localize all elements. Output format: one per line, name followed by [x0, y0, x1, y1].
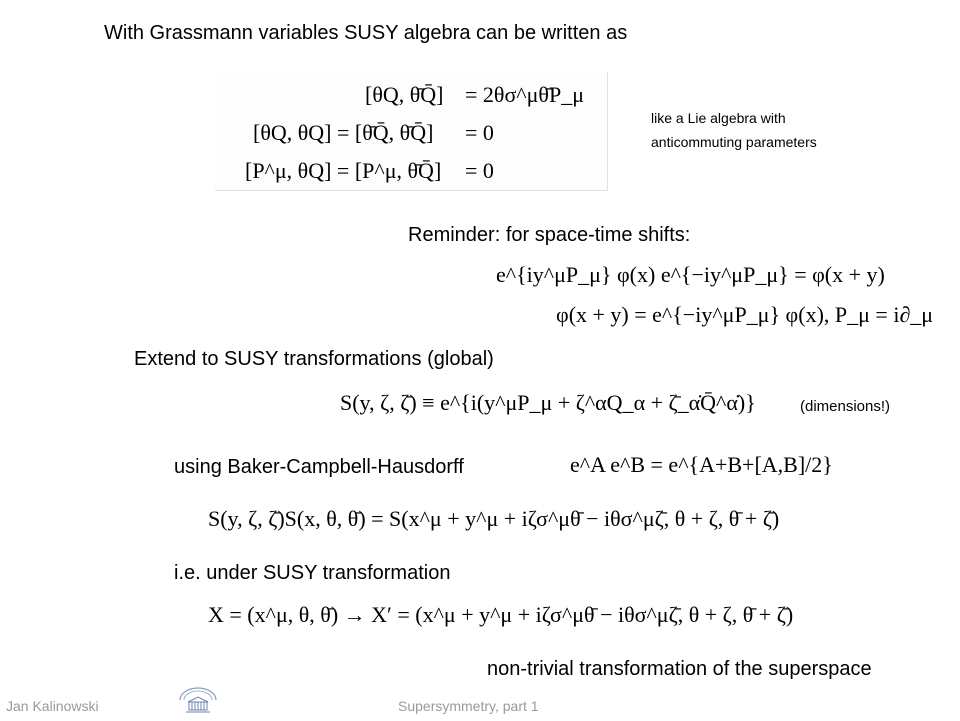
slide-heading: With Grassmann variables SUSY algebra can be written as — [104, 22, 628, 44]
algebra-row3-lhs: [P^μ, θQ] = [P^μ, θ̄Q̄] — [245, 158, 442, 183]
shift-equation-1: e^{iy^μP_μ} φ(x) e^{−iy^μP_μ} = φ(x + y) — [496, 262, 885, 287]
side-note-line2: anticommuting parameters — [651, 134, 817, 150]
algebra-row3-rhs: = 0 — [465, 158, 494, 183]
product-equation: S(y, ζ, ζ̄)S(x, θ, θ̄) = S(x^μ + y^μ + iζσ^μθ̄ − iθσ^μζ̄, θ + ζ, θ̄ + ζ̄) — [208, 506, 780, 531]
algebra-row2-lhs: [θQ, θQ] = [θ̄Q̄, θ̄Q̄] — [253, 120, 434, 145]
dimensions-note: (dimensions!) — [800, 398, 891, 415]
bch-equation: e^A e^B = e^{A+B+[A,B]/2} — [570, 452, 833, 477]
algebra-row1-lhs: [θQ, θ̄Q̄] — [365, 82, 444, 107]
university-logo — [174, 686, 222, 716]
bch-label: using Baker-Campbell-Hausdorff — [174, 456, 464, 478]
algebra-row1-rhs: = 2θσ^μθ̄P_μ — [465, 82, 584, 107]
ie-label: i.e. under SUSY transformation — [174, 562, 451, 584]
conclusion-text: non-trivial transformation of the superspace — [487, 658, 872, 680]
footer-author: Jan Kalinowski — [6, 698, 99, 714]
footer-title: Supersymmetry, part 1 — [398, 698, 539, 714]
side-note-line1: like a Lie algebra with — [651, 110, 786, 126]
extend-text: Extend to SUSY transformations (global) — [134, 348, 494, 370]
susy-algebra-equations — [215, 72, 608, 191]
transform-equation: X = (x^μ, θ, θ̄) → X′ = (x^μ + y^μ + iζσ^μθ̄ − iθσ^μζ̄, θ + ζ, θ̄ + ζ̄) — [208, 602, 794, 627]
susy-definition-equation: S(y, ζ, ζ̄) ≡ e^{i(y^μP_μ + ζ^αQ_α + ζ̄_α̇Q̄^α̇)} — [340, 390, 756, 415]
algebra-row2-rhs: = 0 — [465, 120, 494, 145]
shift-equation-2: φ(x + y) = e^{−iy^μP_μ} φ(x), P_μ = i∂_μ — [556, 302, 934, 327]
reminder-text: Reminder: for space-time shifts: — [408, 224, 691, 246]
